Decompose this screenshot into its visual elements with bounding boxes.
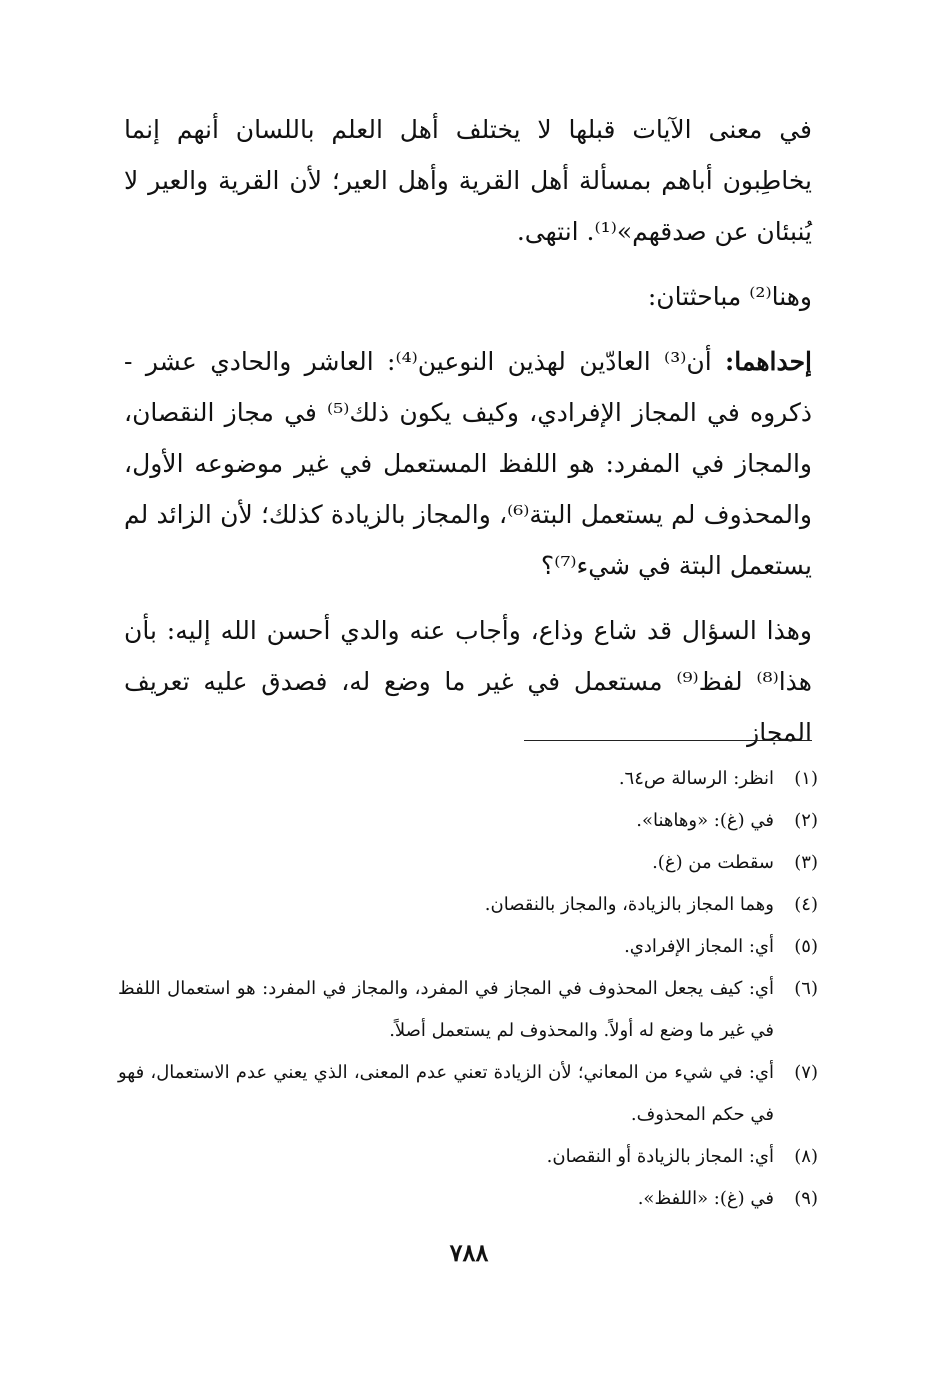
paragraph-3-text: أن⁽³⁾ العادّين لهذين النوعين⁽⁴⁾: العاشر والحادي عشر - ذكروه في المجاز الإفرادي، وكيف يكون ذلك⁽⁵⁾ في مجاز النقصان، والمجاز في المفرد: هو اللفظ المستعمل في غير موضوعه الأول، والمحذوف لم يستعمل البتة⁽⁶⁾، والمجاز بالزيادة كذلك؛ لأن الزائد لم يستعمل البتة في شيء⁽⁷⁾؟ bbox=[124, 347, 813, 580]
footnote-number: (٨) bbox=[794, 1146, 818, 1167]
paragraph-3 bbox=[124, 336, 812, 591]
footnote-6 bbox=[118, 968, 818, 1052]
footnote-7 bbox=[118, 1052, 818, 1136]
footnote-text: في (غ): «وهاهنا». bbox=[636, 810, 774, 831]
footnote-number: (٦) bbox=[794, 978, 818, 999]
footnote-4 bbox=[118, 884, 818, 926]
paragraph-4: وهذا السؤال قد شاع وذاع، وأجاب عنه والدي أحسن الله إليه: بأن هذا⁽⁸⁾ لفظ⁽⁹⁾ مستعمل في غير ما وضع له، فصدق عليه تعريف المجاز bbox=[124, 616, 812, 747]
footnote-number: (٧) bbox=[794, 1062, 818, 1083]
footnote-number: (١) bbox=[794, 768, 818, 789]
footnote-number: (٣) bbox=[794, 852, 818, 873]
paragraph-1: في معنى الآيات قبلها لا يختلف أهل العلم باللسان أنهم إنما يخاطِبون أباهم بمسألة أهل القرية وأهل العير؛ لأن القرية والعير لا يُنبئان عن صدقهم»⁽¹⁾. انتهى. bbox=[124, 115, 812, 246]
footnote-text: سقطت من (غ). bbox=[652, 852, 774, 873]
footnote-text: أي: المجاز الإفرادي. bbox=[624, 936, 774, 957]
footnote-5 bbox=[118, 926, 818, 968]
page-number: ٧٨٨ bbox=[449, 1238, 489, 1267]
footnote-3 bbox=[118, 842, 818, 884]
footnote-text: أي: في شيء من المعاني؛ لأن الزيادة تعني عدم المعنى، الذي يعني عدم الاستعمال، فهو في حكم المحذوف. bbox=[118, 1062, 774, 1125]
footnote-number: (٥) bbox=[794, 936, 818, 957]
footnote-text: أي: المجاز بالزيادة أو النقصان. bbox=[546, 1146, 774, 1167]
footnote-number: (٤) bbox=[794, 894, 818, 915]
main-text bbox=[124, 104, 812, 758]
footnote-2 bbox=[118, 800, 818, 842]
footnote-number: (٩) bbox=[794, 1188, 818, 1209]
footnote-text: أي: كيف يجعل المحذوف في المجاز في المفرد، والمجاز في المفرد: هو استعمال اللفظ في غير ما وضع له أولاً. والمحذوف لم يستعمل أصلاً. bbox=[118, 978, 774, 1041]
paragraph-2: وهنا⁽²⁾ مباحثتان: bbox=[647, 282, 812, 311]
footnote-1 bbox=[118, 758, 818, 800]
footnote-text: انظر: الرسالة ص٦٤. bbox=[618, 768, 774, 789]
paragraph-3-lead: إحداهما: bbox=[725, 347, 812, 376]
footnote-9 bbox=[118, 1178, 818, 1220]
footnote-divider bbox=[524, 740, 812, 741]
footnote-8 bbox=[118, 1136, 818, 1178]
footnotes bbox=[118, 758, 818, 1220]
footnote-number: (٢) bbox=[794, 810, 818, 831]
footnote-text: وهما المجاز بالزيادة، والمجاز بالنقصان. bbox=[484, 894, 774, 915]
footnote-text: في (غ): «اللفظ». bbox=[637, 1188, 774, 1209]
